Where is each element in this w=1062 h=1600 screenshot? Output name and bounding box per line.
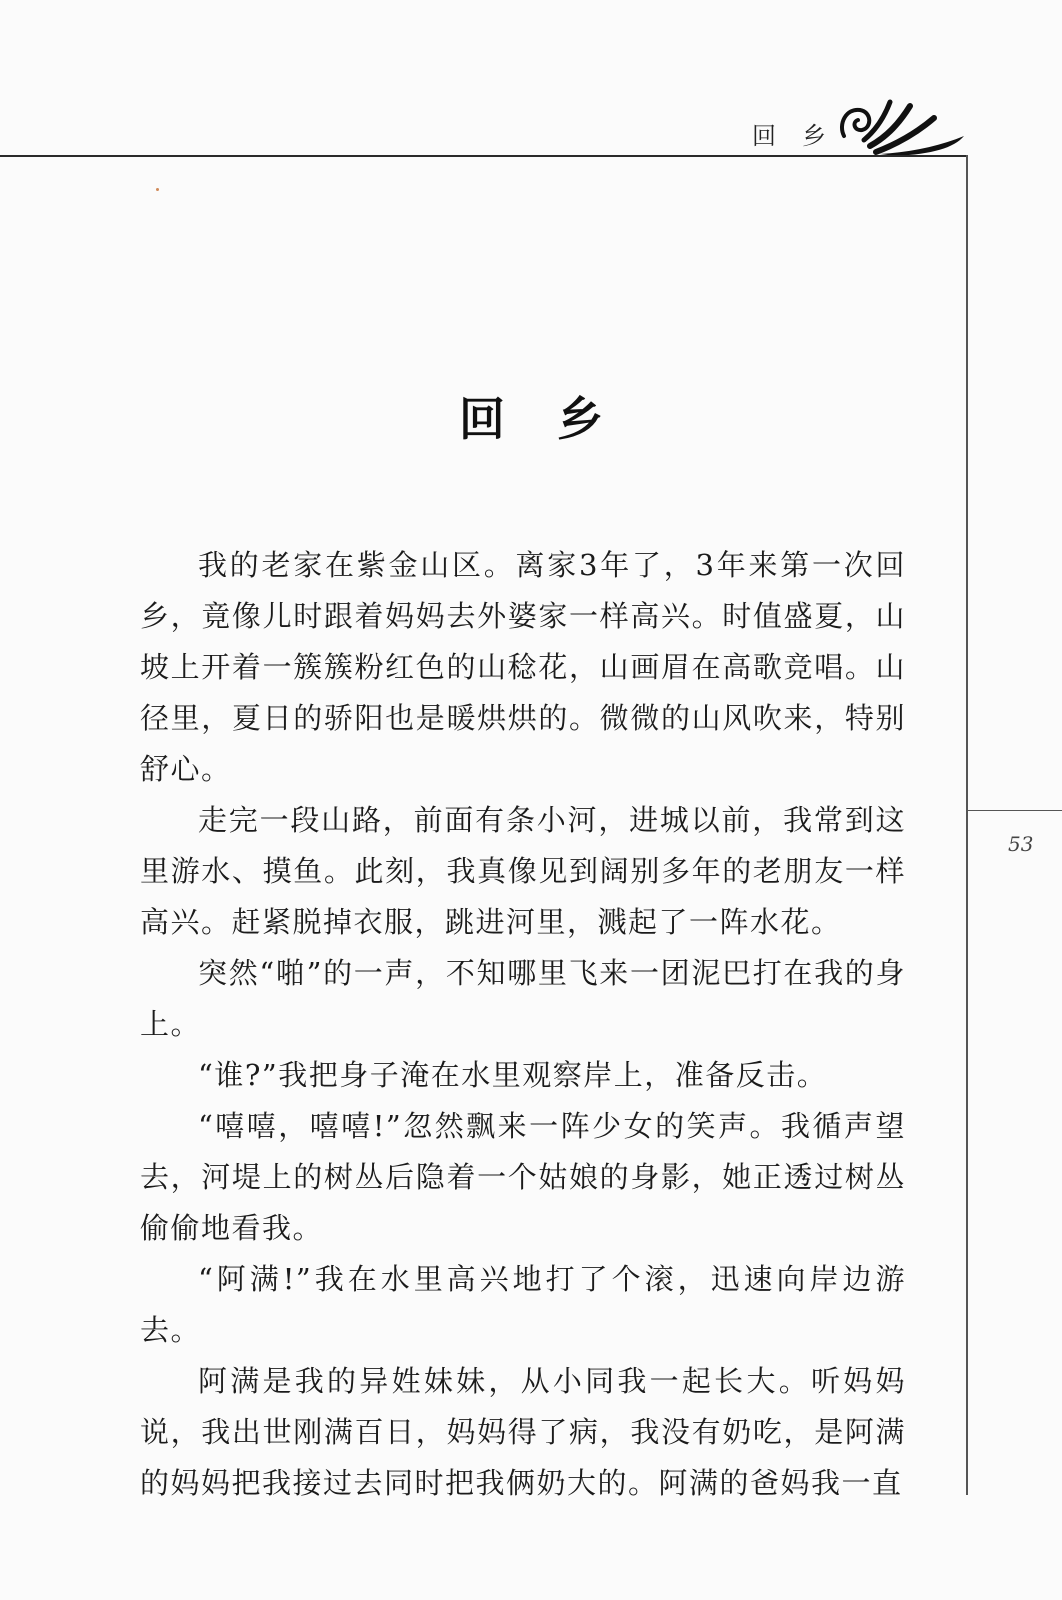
paragraph: 我的老家在紫金山区。离家3年了，3年来第一次回乡，竟像儿时跟着妈妈去外婆家一样高兴。时值盛夏，山坡上开着一簇簇粉红色的山稔花，山画眉在高歌竞唱。山径里，夏日的骄阳也是暖烘烘的。微微的山风吹来，特别舒心。	[140, 548, 906, 786]
frame-rule-right	[966, 155, 968, 1495]
page-number-rule	[966, 810, 1062, 811]
paragraph: “阿满!”我在水里高兴地打了个滚，迅速向岸边游去。	[140, 1262, 906, 1347]
paragraph: “谁?”我把身子淹在水里观察岸上，准备反击。	[198, 1058, 828, 1092]
paragraph: 走完一段山路，前面有条小河，进城以前，我常到这里游水、摸鱼。此刻，我真像见到阔别多年的老朋友一样高兴。赶紧脱掉衣服，跳进河里，溅起了一阵水花。	[140, 803, 906, 939]
body-text	[140, 540, 906, 1509]
paragraph: 突然“啪”的一声，不知哪里飞来一团泥巴打在我的身上。	[140, 956, 906, 1041]
page-number: 53	[1008, 832, 1034, 856]
paragraph: “嘻嘻，嘻嘻!”忽然飘来一阵少女的笑声。我循声望去，河堤上的树丛后隐着一个姑娘的身影，她正透过树丛偷偷地看我。	[140, 1109, 906, 1245]
paragraph: 阿满是我的异姓妹妹，从小同我一起长大。听妈妈说，我出世刚满百日，妈妈得了病，我没有奶吃，是阿满的妈妈把我接过去同时把我俩奶大的。阿满的爸妈我一直	[140, 1364, 906, 1500]
header-rule	[0, 155, 968, 157]
running-head-title: 回乡	[752, 122, 852, 150]
flourish-ornament-icon	[836, 96, 976, 160]
paper-speck	[156, 188, 159, 191]
chapter-title: 回乡	[459, 391, 655, 446]
